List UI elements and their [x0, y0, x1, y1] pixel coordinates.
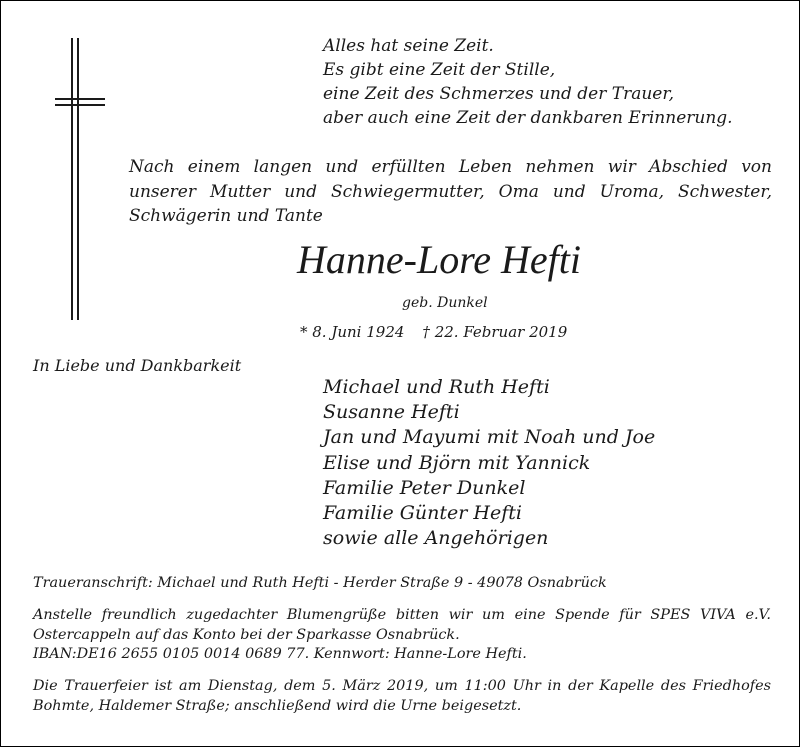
poem-line: Alles hat seine Zeit. [323, 36, 494, 56]
intro-text: Nach einem langen und erfüllten Leben nehmen wir Abschied von unserer Mutter und Schwiegermutter, Oma und Uroma, Schwester, Schwägerin und Tante [129, 157, 772, 226]
thanks-line: In Liebe und Dankbarkeit [33, 356, 242, 375]
deceased-name: Hanne-Lore Hefti [296, 237, 582, 282]
poem-line: aber auch eine Zeit der dankbaren Erinnerung. [323, 108, 733, 128]
donation-notice [33, 606, 771, 665]
life-dates [300, 322, 567, 342]
mourner-entry: Michael und Ruth Hefti [323, 376, 550, 398]
birth-name: geb. Dunkel [402, 295, 488, 311]
funeral-notice: Die Trauerfeier ist am Dienstag, dem 5. März 2019, um 11:00 Uhr in der Kapelle des Friedhofes Bohmte, Haldemer Straße; anschließend wird die Urne beigesetzt. [33, 678, 771, 714]
mourner-entry: Elise und Björn mit Yannick [323, 451, 591, 474]
poem [323, 34, 733, 130]
mourner-entry: Familie Peter Dunkel [323, 476, 526, 499]
mourning-address: Traueranschrift: Michael und Ruth Hefti - Herder Straße 9 - 49078 Osnabrück [33, 575, 607, 591]
mourners-list [323, 375, 655, 551]
mourner-entry: Susanne Hefti [323, 401, 460, 424]
donation-iban: IBAN:DE16 2655 0105 0014 0689 77. Kennwort: Hanne-Lore Hefti. [33, 646, 527, 662]
mourner-entry: Familie Günter Hefti [323, 502, 522, 525]
donation-text: Anstelle freundlich zugedachter Blumengrüße bitten wir um eine Spende für SPES VIVA e.V. Ostercappeln auf das Konto bei der Sparkasse Osnabrück. [33, 607, 771, 643]
poem-line: Es gibt eine Zeit der Stille, [323, 60, 556, 80]
mourner-entry: sowie alle Angehörigen [323, 527, 549, 550]
poem-line: eine Zeit des Schmerzes und der Trauer, [323, 84, 675, 104]
birth-date: * 8. Juni 1924 [300, 323, 405, 341]
death-date: † 22. Februar 2019 [422, 323, 568, 341]
mourner-entry: Jan und Mayumi mit Noah und Joe [323, 426, 656, 449]
